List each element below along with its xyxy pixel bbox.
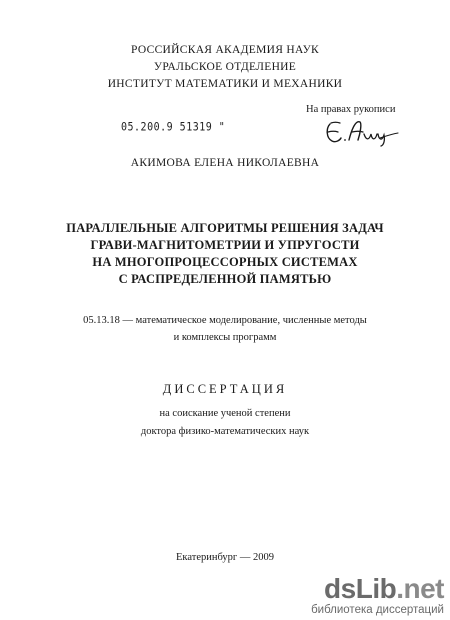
specialty-line: 05.13.18 — математическое моделирование, численные методы [83,315,367,326]
logo-ds: ds [324,573,356,604]
author-name: АКИМОВА ЕЛЕНА НИКОЛАЕВНА [130,157,320,169]
registration-stamp: 05.200.9 51319 " [121,121,226,134]
dissertation-heading: ДИССЕРТАЦИЯ [162,382,288,396]
dslib-watermark [311,575,444,616]
title-line: ПАРАЛЛЕЛЬНЫЕ АЛГОРИТМЫ РЕШЕНИЯ ЗАДАЧ [66,221,384,235]
org-line-branch: УРАЛЬСКОЕ ОТДЕЛЕНИЕ [153,61,297,73]
org-line-institute: ИНСТИТУТ МАТЕМАТИКИ И МЕХАНИКИ [107,78,343,90]
degree-description [0,405,450,441]
org-line-academy: РОССИЙСКАЯ АКАДЕМИЯ НАУК [131,44,319,56]
city-year: Екатеринбург — 2009 [176,552,274,563]
title-line: С РАСПРЕДЕЛЕННОЙ ПАМЯТЬЮ [118,272,332,286]
degree-line: на соискание ученой степени [159,408,291,419]
degree-line: доктора физико-математических наук [140,426,310,437]
organization-header [0,42,450,93]
watermark-tagline: библиотека диссертаций [311,604,444,616]
manuscript-rights-label: На правах рукописи [306,104,396,115]
logo-lib: Lib [355,573,397,604]
title-line: НА МНОГОПРОЦЕССОРНЫХ СИСТЕМАХ [92,255,358,269]
logo-net: .net [396,573,444,604]
handwritten-signature [322,114,400,148]
watermark-logo [311,575,444,603]
dissertation-title [0,220,450,288]
specialty-code [0,312,450,346]
title-line: ГРАВИ-МАГНИТОМЕТРИИ И УПРУГОСТИ [90,238,360,252]
specialty-line: и комплексы программ [173,332,277,343]
